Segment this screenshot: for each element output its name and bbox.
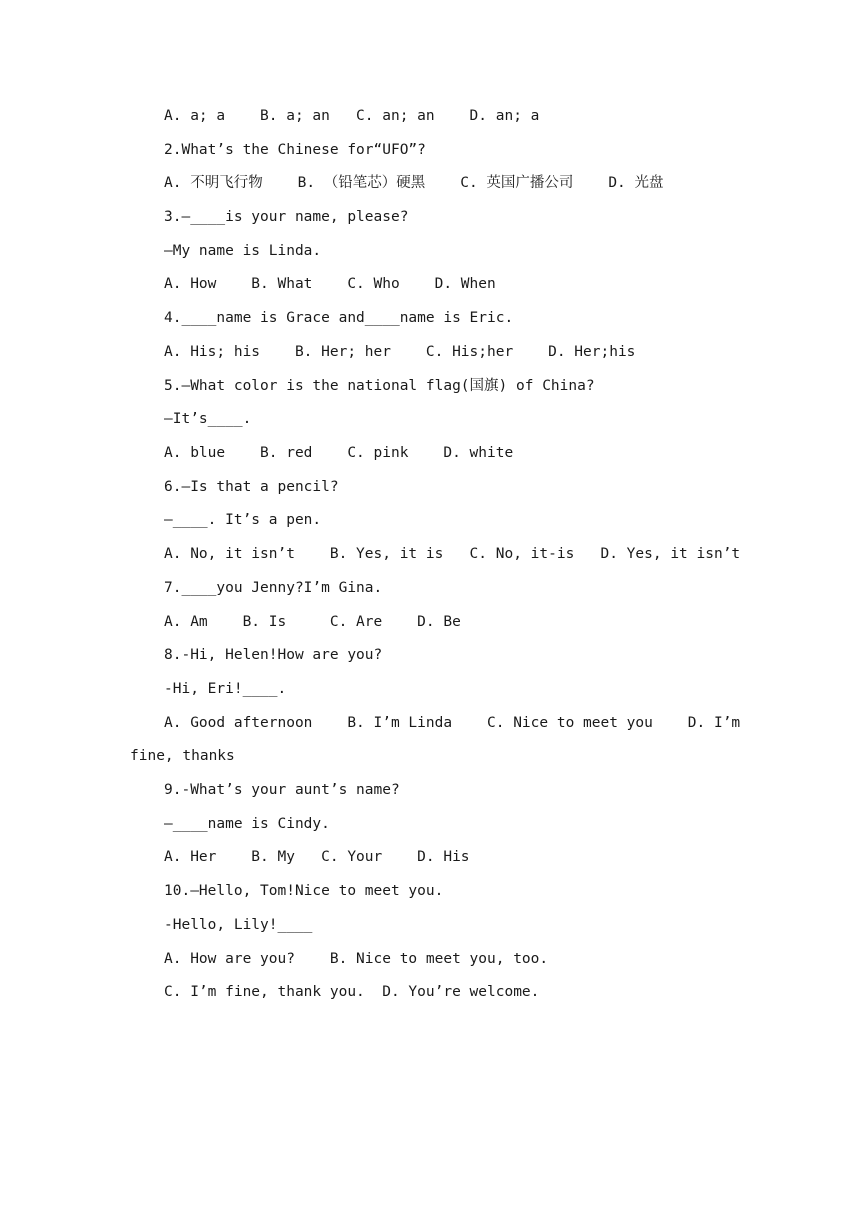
- q6-options: A. No, it isn’t B. Yes, it is C. No, it-is D. Yes, it isn’t: [164, 546, 741, 562]
- q8-dialogue: -Hi, Eri!____.: [164, 681, 287, 697]
- q9-options: A. Her B. My C. Your D. His: [164, 849, 470, 865]
- q6-question: 6.—Is that a pencil?: [164, 479, 339, 495]
- q3-question: 3.—____is your name, please?: [164, 209, 409, 225]
- q4-options: A. His; his B. Her; her C. His;her D. Her;his: [164, 344, 636, 360]
- q5-question: 5.—What color is the national flag(国旗) of China?: [164, 378, 595, 394]
- q10-options-ab: A. How are you? B. Nice to meet you, too.: [164, 951, 549, 967]
- q9-question: 9.-What’s your aunt’s name?: [164, 782, 400, 798]
- q9-dialogue: —____name is Cindy.: [164, 816, 330, 832]
- q10-options-cd: C. I’m fine, thank you. D. You’re welcome.: [164, 984, 540, 1000]
- q3-dialogue: —My name is Linda.: [164, 243, 322, 259]
- q7-options: A. Am B. Is C. Are D. Be: [164, 614, 461, 630]
- q8-options: A. Good afternoon B. I’m Linda C. Nice to meet you D. I’m: [164, 715, 741, 731]
- q8-options-continued: fine, thanks: [130, 748, 235, 764]
- q6-dialogue: —____. It’s a pen.: [164, 512, 322, 528]
- q7-question: 7.____you Jenny?I’m Gina.: [164, 580, 383, 596]
- q4-question: 4.____name is Grace and____name is Eric.: [164, 310, 514, 326]
- q2-options: A. 不明飞行物 B. （铅笔芯）硬黑 C. 英国广播公司 D. 光盘: [164, 175, 664, 191]
- q10-question: 10.—Hello, Tom!Nice to meet you.: [164, 883, 444, 899]
- q5-options: A. blue B. red C. pink D. white: [164, 445, 514, 461]
- q2-question: 2.What’s the Chinese for“UFO”?: [164, 142, 426, 158]
- q1-options: A. a; a B. a; an C. an; an D. an; a: [164, 108, 540, 124]
- q8-question: 8.-Hi, Helen!How are you?: [164, 647, 383, 663]
- q10-dialogue: -Hello, Lily!____: [164, 917, 313, 933]
- q5-dialogue: —It’s____.: [164, 411, 252, 427]
- q3-options: A. How B. What C. Who D. When: [164, 276, 496, 292]
